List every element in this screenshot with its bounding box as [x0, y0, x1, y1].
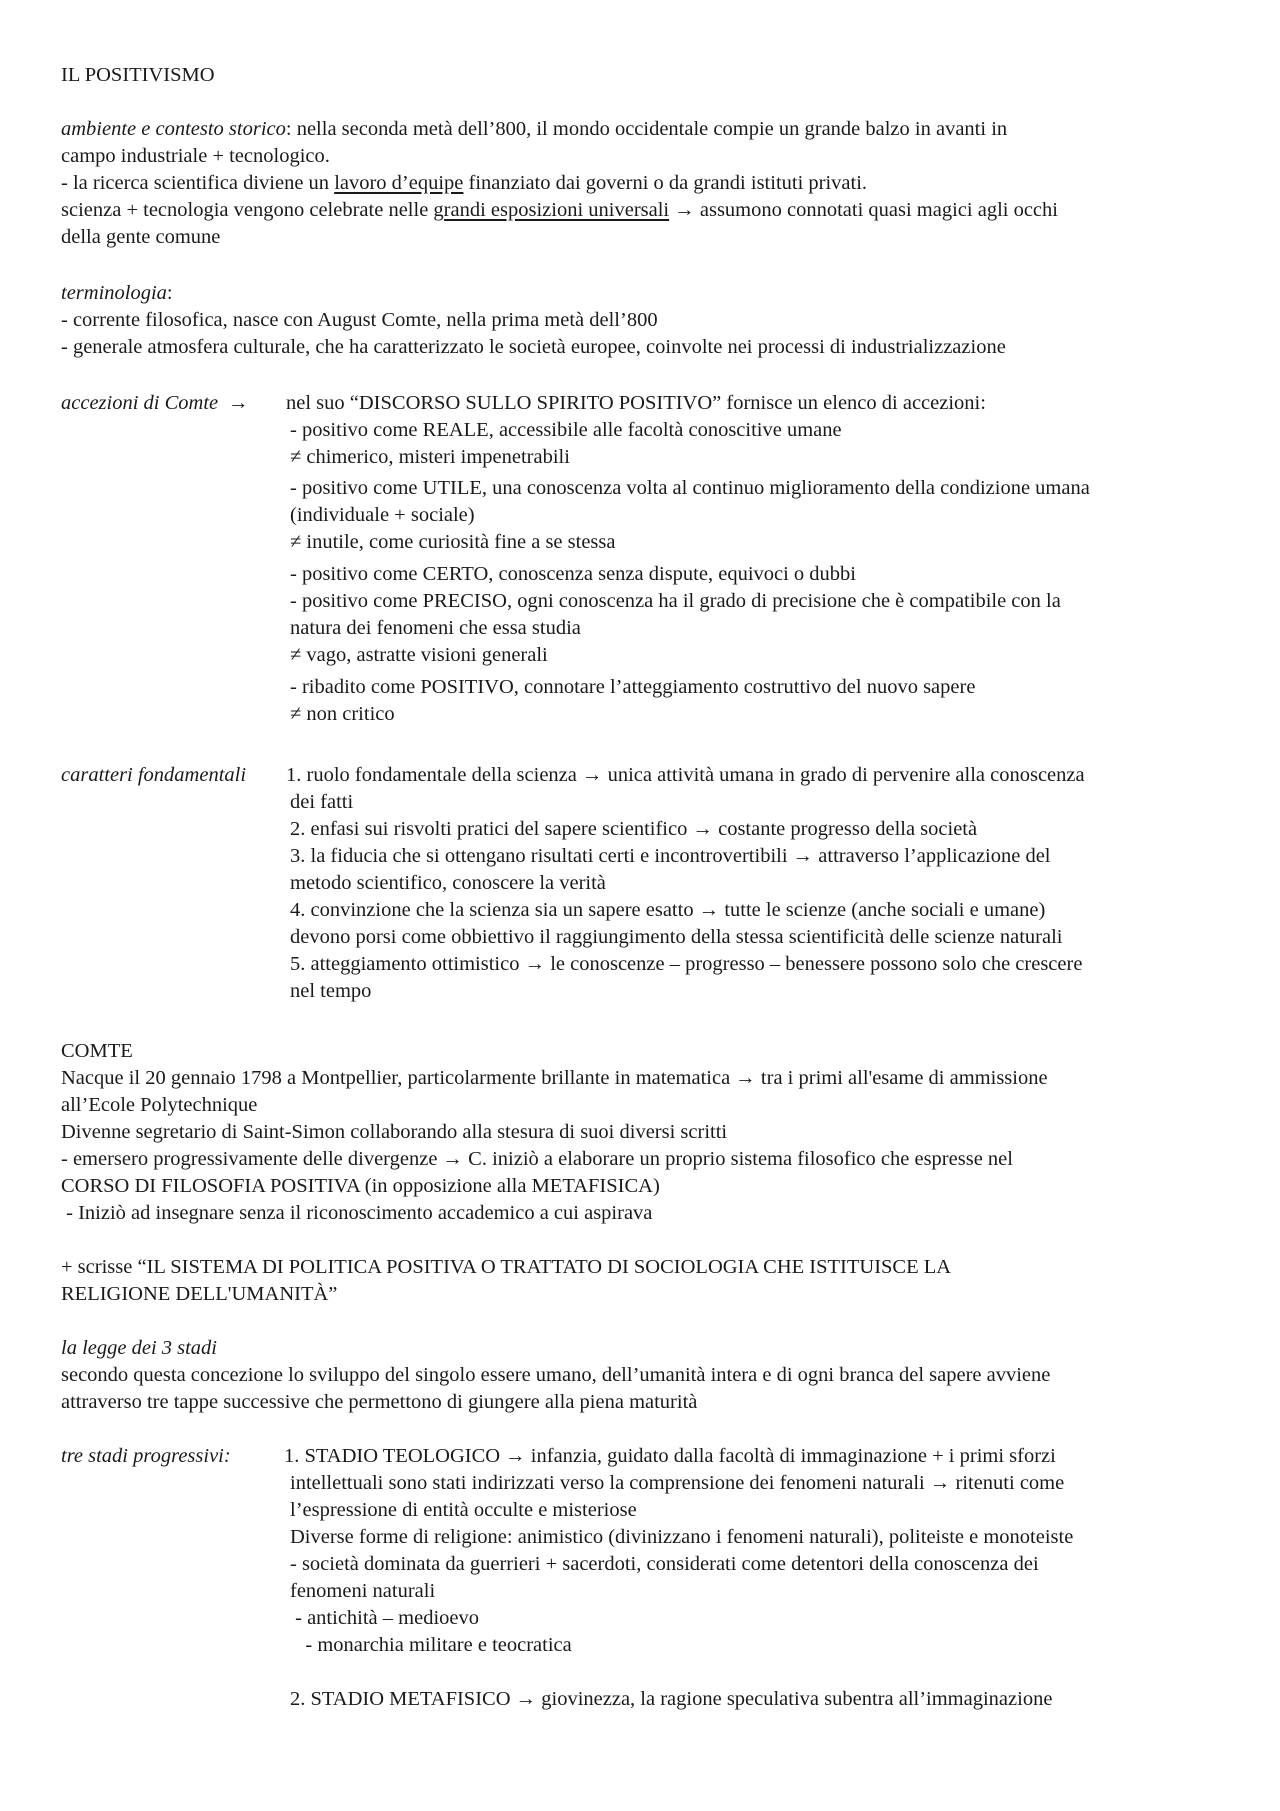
stadi-line: - società dominata da guerrieri + sacerdoti, considerati come detentori della conoscenza dei: [290, 1553, 1039, 1575]
scrisse-line: RELIGIONE DELL'UMANITÀ”: [61, 1283, 338, 1305]
accezioni-line: ≠ chimerico, misteri impenetrabili: [290, 446, 570, 468]
accezioni-label: accezioni di Comte →: [61, 392, 249, 414]
scrisse-line: + scrisse “IL SISTEMA DI POLITICA POSITIVA O TRATTATO DI SOCIOLOGIA CHE ISTITUISCE LA: [61, 1256, 952, 1278]
underlined-term: grandi esposizioni universali: [433, 199, 670, 221]
stadi-line: 1. STADIO TEOLOGICO → infanzia, guidato dalla facoltà di immaginazione + i primi sforzi: [284, 1445, 1056, 1467]
terminology-section: [61, 280, 1221, 361]
stadio-metafisico-line: 2. STADIO METAFISICO → giovinezza, la ragione speculativa subentra all’immaginazione: [290, 1688, 1053, 1710]
legge-section: [61, 1335, 1221, 1416]
terminology-heading: terminologia:: [61, 282, 173, 304]
context-label: ambiente e contesto storico: [61, 118, 286, 140]
stadi-line: intellettuali sono stati indirizzati verso la comprensione dei fenomeni naturali → ritenuti come: [290, 1472, 1065, 1494]
stadi-line: - monarchia militare e teocratica: [290, 1634, 572, 1656]
stadi-line: - antichità – medioevo: [290, 1607, 479, 1629]
terminology-item: - corrente filosofica, nasce con August Comte, nella prima metà dell’800: [61, 309, 658, 331]
arrow-icon: →: [228, 392, 249, 414]
accezioni-line: - positivo come UTILE, una conoscenza volta al continuo miglioramento della condizione umana: [290, 477, 1090, 499]
accezioni-line: natura dei fenomeni che essa studia: [290, 617, 581, 639]
caratteri-line: 5. atteggiamento ottimistico → le conoscenze – progresso – benessere possono solo che crescere: [290, 953, 1083, 975]
accezioni-line: - positivo come REALE, accessibile alle facoltà conoscitive umane: [290, 419, 842, 441]
underlined-term: lavoro d’equipe: [334, 172, 464, 194]
scrisse-section: [61, 1254, 1221, 1308]
context-line-4: scienza + tecnologia vengono celebrate nelle grandi esposizioni universali → assumono connotati quasi magici agli occhi: [61, 199, 1058, 221]
accezioni-line: - ribadito come POSITIVO, connotare l’atteggiamento costruttivo del nuovo sapere: [290, 676, 976, 698]
caratteri-line: 3. la fiducia che si ottengano risultati certi e incontrovertibili → attraverso l’applicazione del: [290, 845, 1051, 867]
context-line-5: della gente comune: [61, 226, 221, 248]
accezioni-line: - positivo come CERTO, conoscenza senza dispute, equivoci o dubbi: [290, 563, 857, 585]
terminology-item: - generale atmosfera culturale, che ha caratterizzato le società europee, coinvolte nei processi di industrializzazione: [61, 336, 1006, 358]
accezioni-line: ≠ non critico: [290, 703, 395, 725]
context-line-1: ambiente e contesto storico: nella seconda metà dell’800, il mondo occidentale compie un grande balzo in avanti in: [61, 118, 1008, 140]
comte-line: - Iniziò ad insegnare senza il riconoscimento accademico a cui aspirava: [61, 1202, 653, 1224]
accezioni-line: - positivo come PRECISO, ogni conoscenza ha il grado di precisione che è compatibile con la: [290, 590, 1061, 612]
caratteri-label: caratteri fondamentali: [61, 764, 247, 786]
context-section: [61, 116, 1221, 251]
comte-line: Divenne segretario di Saint-Simon collaborando alla stesura di suoi diversi scritti: [61, 1121, 728, 1143]
accezioni-line: ≠ vago, astratte visioni generali: [290, 644, 548, 666]
caratteri-line: 1. ruolo fondamentale della scienza → unica attività umana in grado di pervenire alla conoscenza: [286, 764, 1085, 786]
caratteri-line: 2. enfasi sui risvolti pratici del sapere scientifico → costante progresso della società: [290, 818, 978, 840]
context-line-2: campo industriale + tecnologico.: [61, 145, 330, 167]
stadi-line: Diverse forme di religione: animistico (divinizzano i fenomeni naturali), politeiste e monoteiste: [290, 1526, 1074, 1548]
document-title: IL POSITIVISMO: [61, 64, 215, 86]
caratteri-line: nel tempo: [290, 980, 372, 1002]
comte-line: - emersero progressivamente delle divergenze → C. iniziò a elaborare un proprio sistema filosofico che espresse nel: [61, 1148, 1013, 1170]
context-line-3: - la ricerca scientifica diviene un lavoro d’equipe finanziato dai governi o da grandi istituti privati.: [61, 172, 868, 194]
accezioni-line: ≠ inutile, come curiosità fine a se stessa: [290, 531, 616, 553]
caratteri-line: devono porsi come obbiettivo il raggiungimento della stessa scientificità delle scienze naturali: [290, 926, 1063, 948]
stadi-label: tre stadi progressivi:: [61, 1445, 231, 1467]
accezioni-line: (individuale + sociale): [290, 504, 475, 526]
caratteri-line: 4. convinzione che la scienza sia un sapere esatto → tutte le scienze (anche sociali e umane): [290, 899, 1046, 921]
comte-section: [61, 1038, 1221, 1227]
comte-line: Nacque il 20 gennaio 1798 a Montpellier, particolarmente brillante in matematica → tra i primi all'esame di ammissione: [61, 1067, 1048, 1089]
legge-heading: la legge dei 3 stadi: [61, 1337, 218, 1359]
comte-heading: COMTE: [61, 1040, 133, 1062]
stadi-line: fenomeni naturali: [290, 1580, 436, 1602]
comte-line: all’Ecole Polytechnique: [61, 1094, 258, 1116]
caratteri-line: metodo scientifico, conoscere la verità: [290, 872, 606, 894]
accezioni-intro: nel suo “DISCORSO SULLO SPIRITO POSITIVO” fornisce un elenco di accezioni:: [286, 392, 986, 414]
legge-line: secondo questa concezione lo sviluppo del singolo essere umano, dell’umanità intera e di ogni branca del sapere avviene: [61, 1364, 1051, 1386]
legge-line: attraverso tre tappe successive che permettono di giungere alla piena maturità: [61, 1391, 698, 1413]
comte-line: CORSO DI FILOSOFIA POSITIVA (in opposizione alla METAFISICA): [61, 1175, 660, 1197]
caratteri-line: dei fatti: [290, 791, 354, 813]
stadi-line: l’espressione di entità occulte e misteriose: [290, 1499, 637, 1521]
